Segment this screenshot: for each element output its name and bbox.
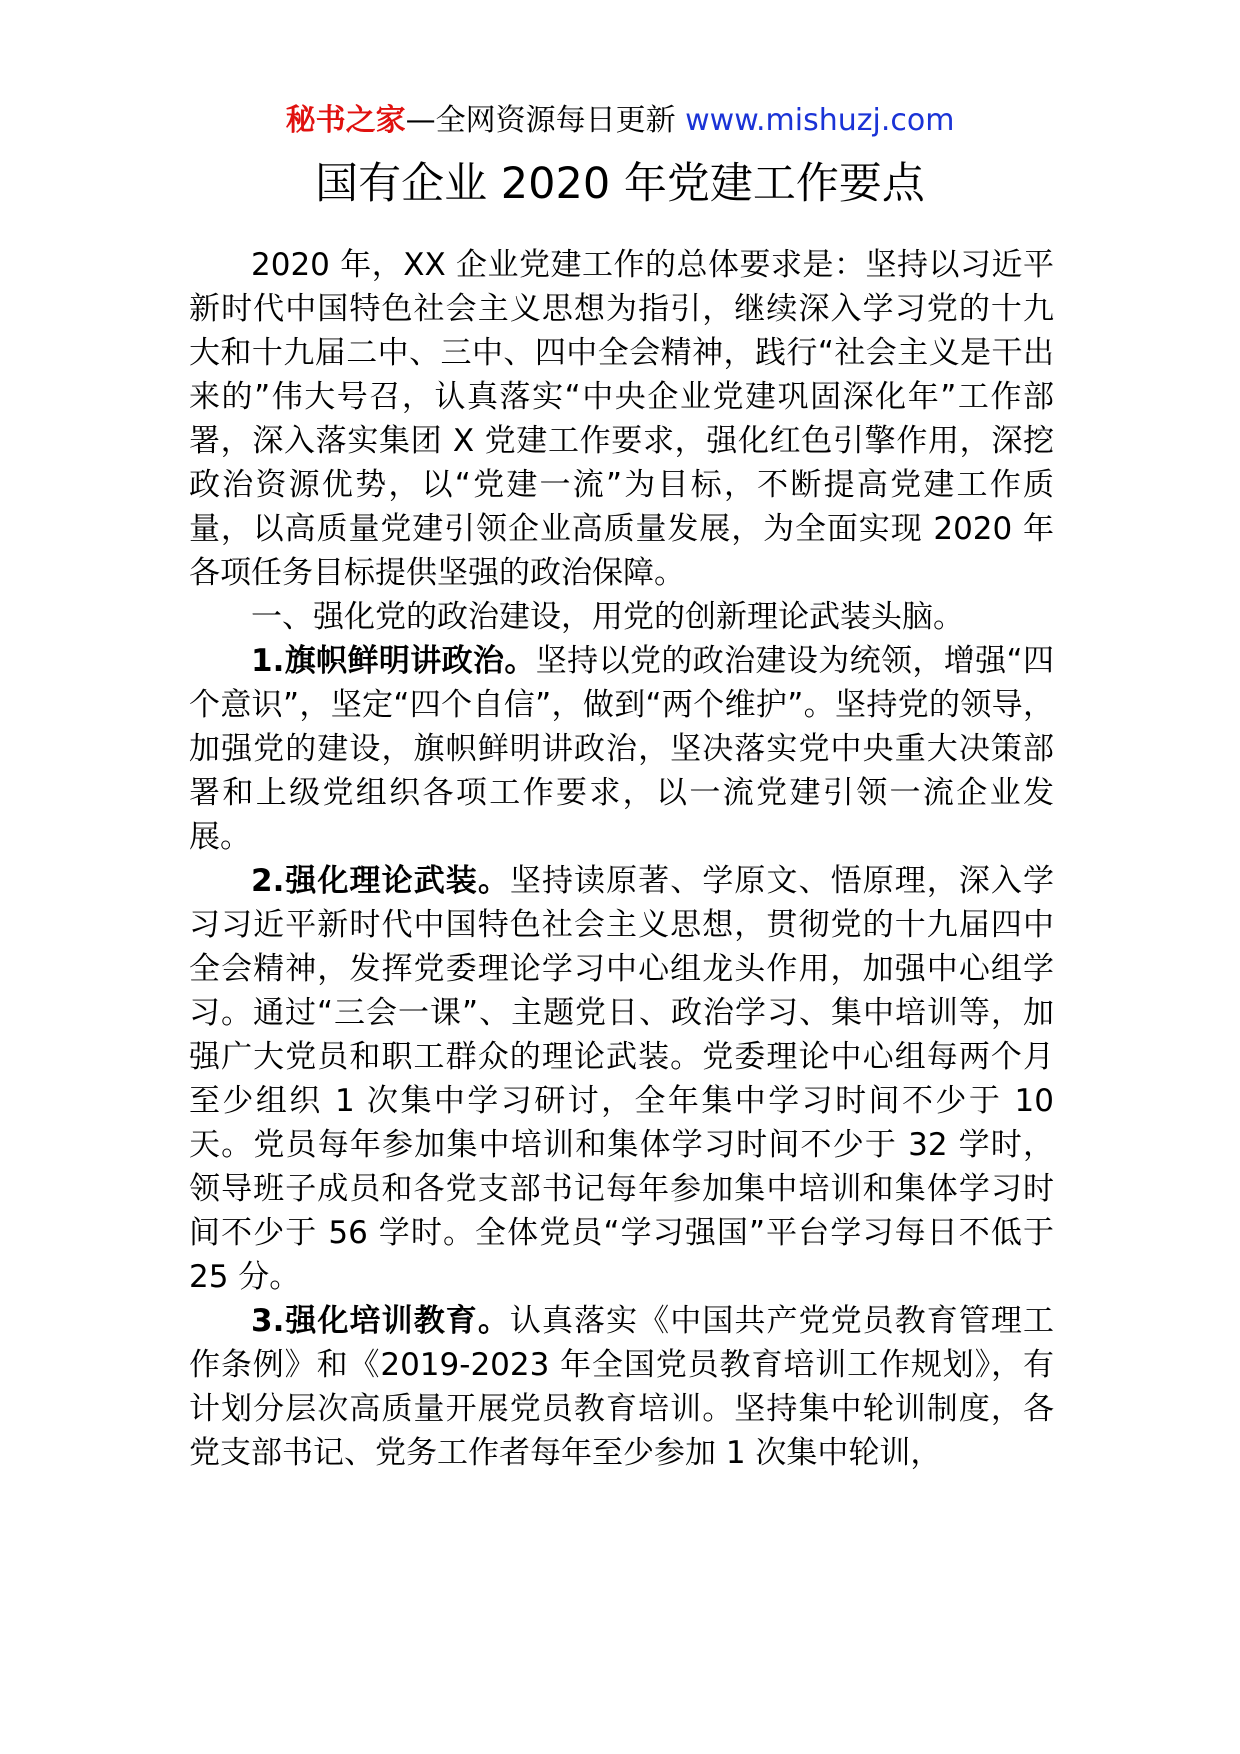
paragraph-text: 坚持以党的政治建设为统领，增强“四个意识”，坚定“四个自信”，做到“两个维护”。坚持党的领导，加强党的建设，旗帜鲜明讲政治，坚决落实党中央重大决策部署和上级党组织各项工作要求，以一流党建引领一流企业发展。 xyxy=(189,643,1054,855)
paragraph-text: 2020 年，XX 企业党建工作的总体要求是：坚持以习近平新时代中国特色社会主义思想为指引，继续深入学习党的十九大和十九届二中、三中、四中全会精神，践行“社会主义是干出来的”伟大号召，认真落实“中央企业党建巩固深化年”工作部署，深入落实集团 X 党建工作要求，强化红色引擎作用，深挖政治资源优势，以“党建一流”为目标，不断提高党建工作质量，以高质量党建引领企业高质量发展，为全面实现 2020 年各项任务目标提供坚强的政治保障。 xyxy=(189,247,1054,591)
intro-paragraph xyxy=(189,243,1054,595)
paragraph-text: 一、强化党的政治建设，用党的创新理论武装头脑。 xyxy=(251,599,964,635)
item-paragraph xyxy=(189,1299,1054,1475)
paragraph-text: 坚持读原著、学原文、悟原理，深入学习习近平新时代中国特色社会主义思想，贯彻党的十九届四中全会精神，发挥党委理论学习中心组龙头作用，加强中心组学习。通过“三会一课”、主题党日、政治学习、集中培训等，加强广大党员和职工群众的理论武装。党委理论中心组每两个月至少组织 1 次集中学习研讨，全年集中学习时间不少于 10 天。党员每年参加集中培训和集体学习时间不少于 32 学时，领导班子成员和各党支部书记每年参加集中培训和集体学习时间不少于 56 学时。全体党员“学习强国”平台学习每日不低于 25 分。 xyxy=(189,863,1054,1295)
paragraph-lead: 2.强化理论武装。 xyxy=(251,863,510,899)
document-title: 国有企业 2020 年党建工作要点 xyxy=(315,159,925,209)
paragraph-text: 认真落实《中国共产党党员教育管理工作条例》和《2019-2023 年全国党员教育培训工作规划》，有计划分层次高质量开展党员教育培训。坚持集中轮训制度，各党支部书记、党务工作者每年至少参加 1 次集中轮训， xyxy=(189,1303,1054,1471)
item-paragraph xyxy=(189,859,1054,1299)
item-paragraph xyxy=(189,639,1054,859)
paragraph-lead: 1.旗帜鲜明讲政治。 xyxy=(251,643,536,679)
brand-name: 秘书之家 xyxy=(285,103,406,138)
section-heading xyxy=(189,595,1054,639)
site-slogan: —全网资源每日更新 xyxy=(405,103,676,138)
paragraph-lead: 3.强化培训教育。 xyxy=(251,1303,510,1339)
site-link[interactable]: www.mishuzj.com xyxy=(685,103,955,138)
site-banner xyxy=(0,100,1240,142)
document-body xyxy=(189,243,1054,1475)
